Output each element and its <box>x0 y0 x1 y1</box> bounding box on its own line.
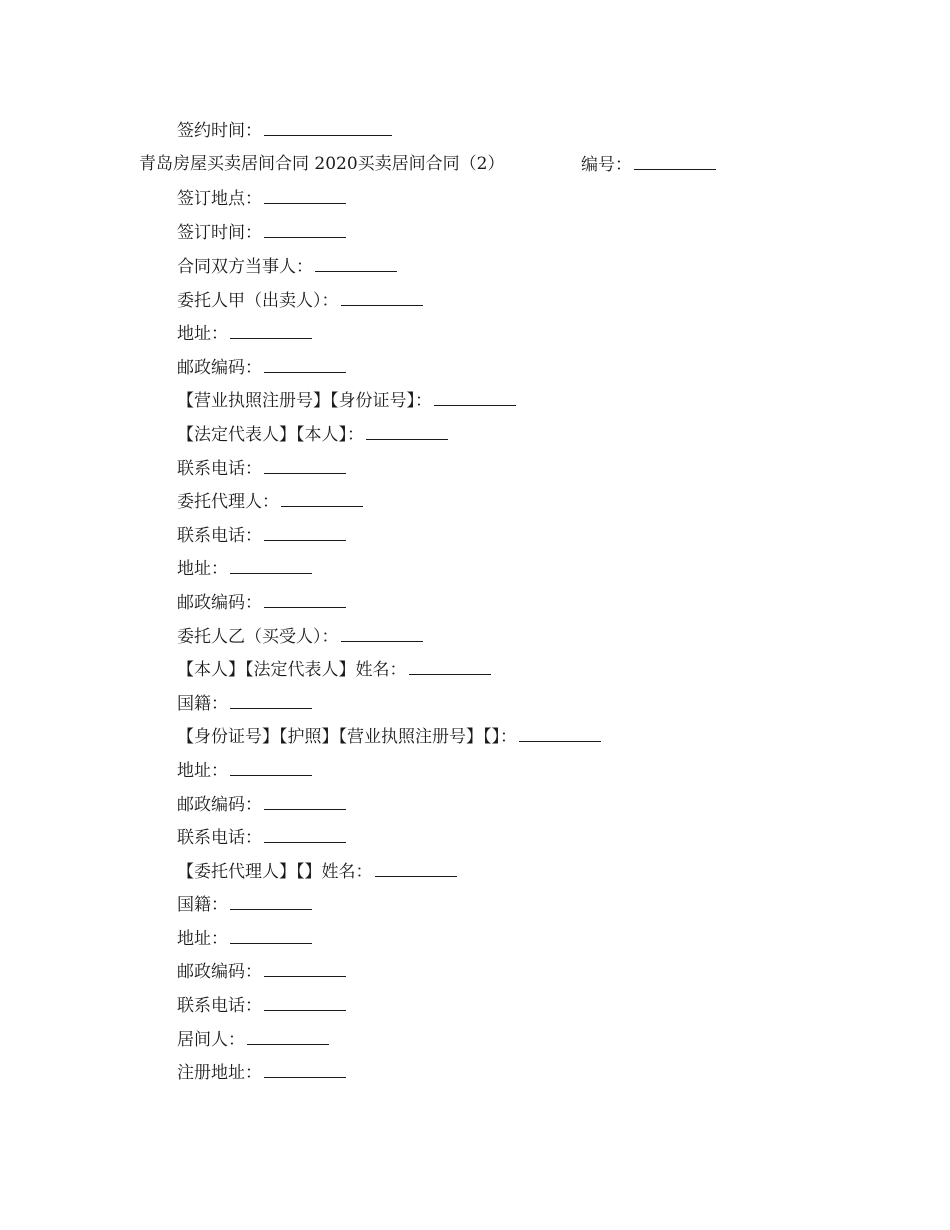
field-blank <box>264 591 346 608</box>
field-label: 【身份证号】【护照】【营业执照注册号】【】： <box>177 727 517 747</box>
field-blank <box>230 759 312 776</box>
field-line <box>177 692 312 715</box>
contract-number-field <box>581 153 716 176</box>
field-label: 邮政编码： <box>177 962 262 982</box>
field-blank <box>264 524 346 541</box>
field-line <box>177 591 346 614</box>
field-blank <box>264 994 346 1011</box>
field-blank <box>264 826 346 843</box>
field-label: 委托人甲（出卖人）： <box>177 291 339 311</box>
field-line <box>177 826 346 849</box>
field-blank <box>341 625 423 642</box>
field-blank <box>519 725 601 742</box>
field-label: 地址： <box>177 324 228 344</box>
field-label: 地址： <box>177 761 228 781</box>
field-line <box>177 221 346 244</box>
field-line <box>177 725 601 748</box>
field-blank <box>264 457 346 474</box>
field-label: 联系电话： <box>177 828 262 848</box>
field-line <box>177 759 312 782</box>
field-line <box>177 187 346 210</box>
field-line <box>177 490 363 513</box>
field-label: 委托人乙（买受人）： <box>177 627 339 647</box>
field-label: 地址： <box>177 559 228 579</box>
field-label: 联系电话： <box>177 459 262 479</box>
field-blank <box>366 423 448 440</box>
field-blank <box>315 255 397 272</box>
field-blank <box>409 658 491 675</box>
field-blank <box>264 960 346 977</box>
field-blank <box>230 557 312 574</box>
field-label: 邮政编码： <box>177 358 262 378</box>
field-label: 地址： <box>177 929 228 949</box>
contract-number-label: 编号： <box>581 155 632 175</box>
field-blank <box>230 927 312 944</box>
field-line <box>177 927 312 950</box>
field-blank <box>230 322 312 339</box>
field-line <box>177 557 312 580</box>
field-blank <box>264 187 346 204</box>
field-line <box>177 356 346 379</box>
field-label: 国籍： <box>177 694 228 714</box>
field-label: 联系电话： <box>177 526 262 546</box>
field-line <box>177 960 346 983</box>
field-label: 联系电话： <box>177 996 262 1016</box>
field-label: 邮政编码： <box>177 593 262 613</box>
field-blank <box>375 860 457 877</box>
field-blank <box>230 692 312 709</box>
sign-date-line <box>177 119 392 142</box>
field-line <box>177 524 346 547</box>
field-line <box>177 625 423 648</box>
field-label: 合同双方当事人： <box>177 257 313 277</box>
field-blank <box>247 1028 329 1045</box>
sign-date-blank <box>264 119 392 136</box>
field-blank <box>230 893 312 910</box>
field-label: 居间人： <box>177 1030 245 1050</box>
field-line <box>177 1028 329 1051</box>
field-line <box>177 289 423 312</box>
field-line <box>177 457 346 480</box>
field-blank <box>264 1061 346 1078</box>
field-label: 签订时间： <box>177 223 262 243</box>
field-blank <box>281 490 363 507</box>
field-label: 注册地址： <box>177 1063 262 1083</box>
field-label: 国籍： <box>177 895 228 915</box>
field-line <box>177 994 346 1017</box>
title-line <box>139 153 739 175</box>
field-label: 委托代理人： <box>177 492 279 512</box>
field-blank <box>434 389 516 406</box>
field-label: 【法定代表人】【本人】： <box>177 425 364 445</box>
sign-date-label: 签约时间： <box>177 121 262 141</box>
field-line <box>177 389 516 412</box>
contract-number-blank <box>634 153 716 170</box>
field-line <box>177 893 312 916</box>
field-blank <box>264 356 346 373</box>
field-line <box>177 1061 346 1084</box>
field-line <box>177 255 397 278</box>
field-line <box>177 423 448 446</box>
field-label: 【本人】【法定代表人】姓名： <box>177 660 407 680</box>
contract-title: 青岛房屋买卖居间合同 2020买卖居间合同（2） <box>139 154 505 174</box>
field-line <box>177 860 457 883</box>
field-line <box>177 322 312 345</box>
field-blank <box>264 221 346 238</box>
field-line <box>177 658 491 681</box>
field-label: 【营业执照注册号】【身份证号】： <box>177 391 432 411</box>
field-blank <box>264 793 346 810</box>
field-blank <box>341 289 423 306</box>
field-label: 邮政编码： <box>177 795 262 815</box>
field-line <box>177 793 346 816</box>
field-label: 签订地点： <box>177 189 262 209</box>
field-label: 【委托代理人】【】姓名： <box>177 862 373 882</box>
